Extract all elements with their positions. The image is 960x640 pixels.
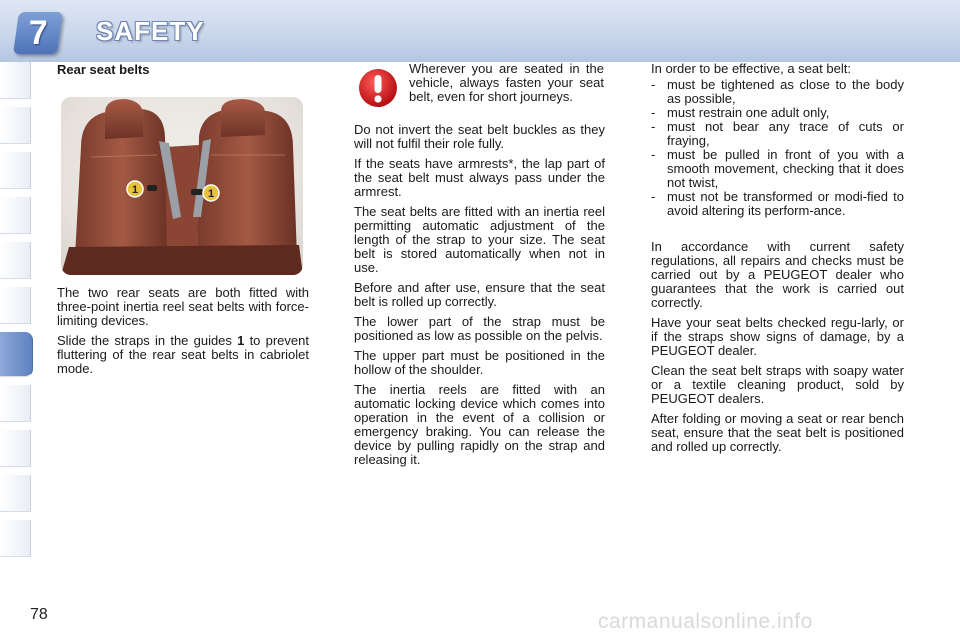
warning-text: Wherever you are seated in the vehicle, always fasten your seat belt, even for short journeys.: [409, 61, 604, 104]
column1-body: [57, 286, 309, 382]
chapter-tab-6[interactable]: [0, 287, 31, 324]
chapter-tab-9[interactable]: [0, 430, 31, 467]
body-paragraph: The inertia reels are fitted with an automatic locking device which comes into operation in the event of a collision or emergency braking. You can release the device by pulling rapidly on the strap and releasing it.: [354, 382, 605, 467]
text-span: to prevent fluttering of the rear seat belts in cabriolet mode.: [57, 333, 309, 376]
seat-cushion: [61, 245, 303, 275]
callout-label-left: 1: [131, 184, 139, 196]
body-paragraph: The upper part must be positioned in the hollow of the shoulder.: [354, 348, 605, 377]
chapter-tab-1[interactable]: [0, 62, 31, 99]
list-intro: In order to be effective, a seat belt:: [651, 61, 851, 76]
belt-guide-left: [147, 185, 157, 191]
column3-body: [651, 62, 904, 460]
chapter-number-badge: [13, 12, 63, 54]
body-paragraph: Do not invert the seat belt buckles as they will not fulfil their role fully.: [354, 122, 605, 151]
list-item: - must not be transformed or modi-fied to avoid altering its perform-ance.: [651, 190, 904, 218]
chapter-tab-4[interactable]: [0, 197, 31, 234]
list-item: - must be tightened as close to the body as possible,: [651, 78, 904, 106]
body-paragraph: In accordance with current safety regulations, all repairs and checks must be carried out by a PEUGEOT dealer who guarantees that the work is carried out correctly.: [651, 239, 904, 310]
body-paragraph: The seat belts are fitted with an inertia reel permitting automatic adjustment of the length of the strap to your size. The seat belt is stored automatically when not in use.: [354, 204, 605, 275]
chapter-title: SAFETY: [96, 16, 205, 46]
warning-message: [409, 62, 604, 110]
exclamation-warning-icon: [358, 68, 398, 108]
body-paragraph: The lower part of the strap must be positioned as low as possible on the pelvis.: [354, 314, 605, 343]
chapter-tab-8[interactable]: [0, 385, 31, 422]
body-paragraph: Before and after use, ensure that the seat belt is rolled up correctly.: [354, 280, 605, 309]
left-headrest: [105, 99, 143, 139]
column2-body: [354, 123, 605, 473]
rear-seat-illustration: [61, 97, 303, 275]
page-number: 78: [30, 606, 48, 623]
body-paragraph: If the seats have armrests*, the lap part of the seat belt must always pass under the armrest.: [354, 156, 605, 199]
chapter-tab-5[interactable]: [0, 242, 31, 279]
chapter-tab-2[interactable]: [0, 107, 31, 144]
watermark: carmanualsonline.info: [598, 610, 813, 633]
chapter-tab-rail: [0, 62, 34, 578]
body-paragraph: Have your seat belts checked regu-larly, or if the straps show signs of damage, by a PEUGEOT dealer.: [651, 315, 904, 358]
body-paragraph-guides: [57, 334, 309, 376]
section-heading: Rear seat belts: [57, 62, 150, 77]
rear-seat-photo: [61, 97, 303, 275]
column-rear-seat-belts: [57, 62, 309, 77]
list-item: - must restrain one adult only,: [651, 106, 904, 120]
chapter-number: 7: [28, 13, 48, 52]
guide-reference: 1: [237, 333, 245, 348]
list-item: - must not bear any trace of cuts or fraying,: [651, 120, 904, 148]
body-paragraph: After folding or moving a seat or rear bench seat, ensure that the seat belt is positioned and rolled up correctly.: [651, 411, 904, 454]
requirements-list: [651, 78, 904, 218]
chapter-tab-3[interactable]: [0, 152, 31, 189]
chapter-tab-11[interactable]: [0, 520, 31, 557]
list-item: - must be pulled in front of you with a smooth movement, checking that it does not twist,: [651, 148, 904, 190]
body-paragraph: Clean the seat belt straps with soapy water or a textile cleaning product, sold by PEUGEOT dealers.: [651, 363, 904, 406]
right-headrest: [221, 99, 265, 137]
chapter-header: [0, 0, 960, 62]
chapter-tab-10[interactable]: [0, 475, 31, 512]
callout-label-right: 1: [207, 188, 215, 200]
belt-guide-right: [191, 189, 203, 195]
text-span: Slide the straps in the guides: [57, 333, 238, 348]
body-paragraph: The two rear seats are both fitted with three-point inertia reel seat belts with force-limiting devices.: [57, 285, 309, 328]
chapter-tab-7-active[interactable]: [0, 332, 33, 377]
